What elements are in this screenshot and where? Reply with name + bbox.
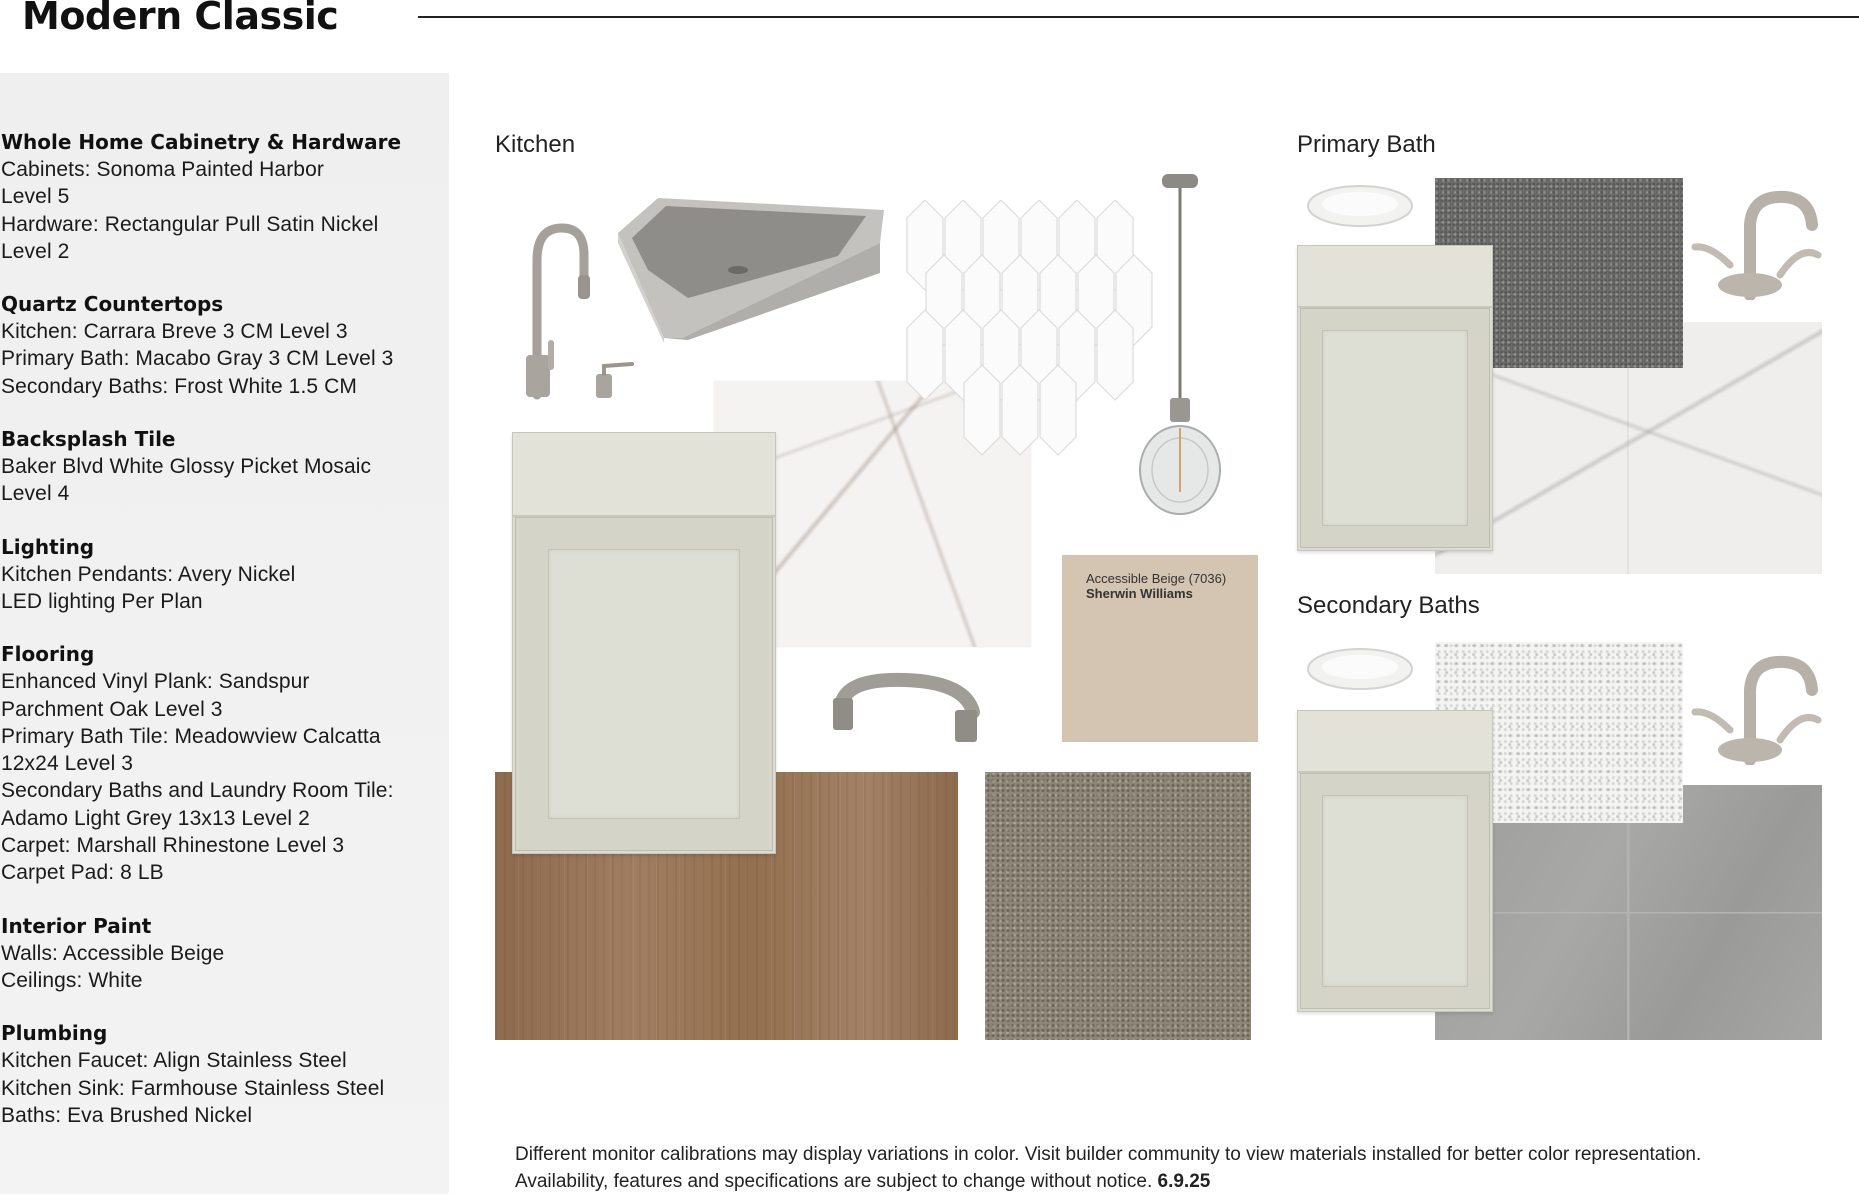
spec-line: Secondary Baths: Frost White 1.5 CM [1,374,357,398]
led-light-icon [1305,182,1415,232]
spec-line: Enhanced Vinyl Plank: Sandspur [1,670,310,694]
title-divider [418,16,1859,18]
secondary-baths-label: Secondary Baths [1297,592,1480,619]
backsplash-tile-swatch [905,200,1155,460]
farmhouse-sink-icon [618,198,884,343]
spec-heading: Backsplash Tile [1,427,176,452]
kitchen-label: Kitchen [495,131,576,158]
spec-line: Level 5 [1,185,70,209]
spec-line: Level 4 [1,482,70,506]
paint-chip-name: Accessible Beige (7036) [1086,571,1227,586]
primary-bath-cabinet-door [1297,245,1493,551]
spec-heading: Quartz Countertops [1,292,224,317]
spec-heading: Flooring [1,642,95,667]
primary-bath-label: Primary Bath [1297,131,1436,158]
spec-line: Baker Blvd White Glossy Picket Mosaic [1,455,372,479]
spec-line: 12x24 Level 3 [1,752,134,776]
spec-line: Kitchen Sink: Farmhouse Stainless Steel [1,1076,385,1100]
spec-line: Baths: Eva Brushed Nickel [1,1103,253,1127]
spec-line: Ceilings: White [1,968,143,992]
cabinet-pull-icon [825,668,985,748]
spec-line: Carpet: Marshall Rhinestone Level 3 [1,834,345,858]
spec-line: LED lighting Per Plan [1,589,203,613]
spec-section [1,641,441,886]
spec-line: Parchment Oak Level 3 [1,697,223,721]
page-title: Modern Classic [22,0,339,38]
disclaimer [515,1141,1795,1195]
soap-dispenser-icon [592,360,646,400]
secondary-bath-cabinet-door [1297,710,1493,1012]
spec-heading: Plumbing [1,1021,108,1046]
paint-chip-brand: Sherwin Williams [1086,586,1193,601]
spec-line: Carpet Pad: 8 LB [1,861,164,885]
spec-line: Cabinets: Sonoma Painted Harbor [1,158,324,181]
paint-chip-swatch [1062,555,1258,742]
spec-section [1,534,441,616]
spec-section [1,291,441,400]
spec-line: Kitchen Pendants: Avery Nickel [1,562,296,586]
kitchen-cabinet-door [512,432,776,854]
revision-date: 6.9.25 [1157,1171,1211,1192]
led-light-icon [1305,645,1415,695]
spec-line: Walls: Accessible Beige [1,941,225,965]
spec-heading: Whole Home Cabinetry & Hardware [1,130,402,154]
spec-line: Level 2 [1,239,70,263]
disclaimer-text: Different monitor calibrations may display variations in color. Visit builder community to view materials installed for better color representation. Availability, features and specifications are subject to change without notice. [515,1144,1702,1192]
pendant-light-icon [1130,170,1230,530]
carpet-swatch [985,772,1251,1040]
specification-list [1,129,441,1155]
bath-faucet-icon [1690,185,1825,300]
spec-section [1,426,441,508]
spec-heading: Interior Paint [1,913,152,938]
spec-line: Primary Bath: Macabo Gray 3 CM Level 3 [1,347,394,371]
spec-line: Secondary Baths and Laundry Room Tile: [1,779,394,803]
spec-line: Adamo Light Grey 13x13 Level 2 [1,806,310,830]
spec-line: Hardware: Rectangular Pull Satin Nickel [1,212,379,236]
secondary-bath-tile-swatch [1435,785,1822,1040]
bath-faucet-icon [1690,650,1825,765]
spec-heading: Lighting [1,534,95,559]
spec-section [1,1020,441,1129]
spec-line: Kitchen Faucet: Align Stainless Steel [1,1049,347,1073]
spec-section [1,129,441,265]
spec-line: Kitchen: Carrara Breve 3 CM Level 3 [1,320,348,344]
spec-section [1,913,441,995]
kitchen-faucet-icon [512,220,592,400]
spec-line: Primary Bath Tile: Meadowview Calcatta [1,724,381,748]
